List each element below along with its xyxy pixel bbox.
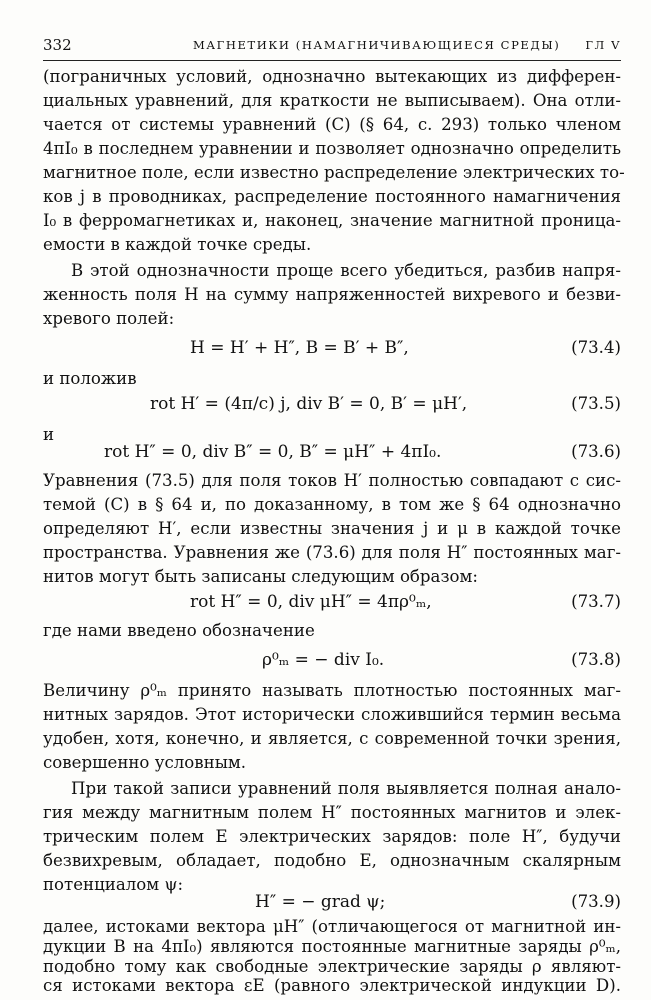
equation-number: (73.8) [571,650,621,669]
equation-number: (73.6) [571,442,621,461]
equation-73-4: H = H′ + H″, B = B′ + B″, [190,338,409,358]
header-rule [43,60,621,61]
page-number: 332 [43,36,72,54]
text-line: гия между магнитным полем H″ постоянных магнитов и элек- [43,803,621,822]
text-line: ков j в проводниках, распределение постоянного намагничения [43,187,621,206]
equation-73-7: rot H″ = 0, div μH″ = 4πρ⁰ₘ, [190,592,432,612]
text-line: (пограничных условий, однозначно вытекающих из дифферен- [43,67,621,86]
chapter-label: ГЛ V [585,38,621,52]
text-line: где нами введено обозначение [43,621,315,640]
text-line: и [43,425,55,444]
text-line: Величину ρ⁰ₘ принято называть плотностью постоянных маг- [43,681,621,700]
text-line: ся истоками вектора εE (равного электрической индукции D). [43,976,621,995]
text-line: 4πI₀ в последнем уравнении и позволяет однозначно определить [43,139,621,158]
text-line: удобен, хотя, конечно, и является, с современной точки зрения, [43,729,621,748]
text-line: циальных уравнений, для краткости не выписываем). Она отли- [43,91,621,110]
equation-73-5: rot H′ = (4π/c) j, div B′ = 0, B′ = μH′, [150,394,468,414]
text-line: далее, истоками вектора μH″ (отличающегося от магнитной ин- [43,917,621,936]
text-line: безвихревым, обладает, подобно E, однозначным скалярным [43,851,621,870]
text-line: емости в каждой точке среды. [43,235,312,254]
text-line: нитных зарядов. Этот исторически сложившийся термин весьма [43,705,621,724]
text-line: магнитное поле, если известно распределение электрических то- [43,163,625,182]
equation-73-8: ρ⁰ₘ = − div I₀. [262,650,385,670]
text-line: нитов могут быть записаны следующим образом: [43,567,478,586]
text-line: хревого полей: [43,309,175,328]
text-line: определяют H′, если известны значения j и μ в каждой точке [43,519,621,538]
text-line: чается от системы уравнений (С) (§ 64, с. 293) только членом [43,115,621,134]
equation-73-6: rot H″ = 0, div B″ = 0, B″ = μH″ + 4πI₀. [104,442,442,462]
text-line: женность поля H на сумму напряженностей вихревого и безви- [43,285,621,304]
text-line: совершенно условным. [43,753,247,772]
text-line: В этой однозначности проще всего убедиться, разбив напря- [71,261,621,280]
running-header [43,36,621,58]
text-line: I₀ в ферромагнетиках и, наконец, значение магнитной проница- [43,211,621,230]
equation-73-9: H″ = − grad ψ; [255,892,386,912]
text-line: подобно тому как свободные электрические заряды ρ являют- [43,957,621,976]
equation-number: (73.7) [571,592,621,611]
equation-number: (73.4) [571,338,621,357]
equation-number: (73.5) [571,394,621,413]
text-line: дукции B на 4πI₀) являются постоянные магнитные заряды ρ⁰ₘ, [43,937,621,956]
text-line: пространства. Уравнения же (73.6) для поля H″ постоянных маг- [43,543,621,562]
text-line: При такой записи уравнений поля выявляется полная анало- [71,779,621,798]
text-line: темой (С) в § 64 и, по доказанному, в том же § 64 однозначно [43,495,621,514]
equation-number: (73.9) [571,892,621,911]
text-line: и положив [43,369,137,388]
text-line: Уравнения (73.5) для поля токов H′ полностью совпадают с сис- [43,471,621,490]
text-line: трическим полем E электрических зарядов: поле H″, будучи [43,827,621,846]
text-line: потенциалом ψ: [43,875,184,894]
running-title: МАГНЕТИКИ (НАМАГНИЧИВАЮЩИЕСЯ СРЕДЫ) [193,38,561,52]
